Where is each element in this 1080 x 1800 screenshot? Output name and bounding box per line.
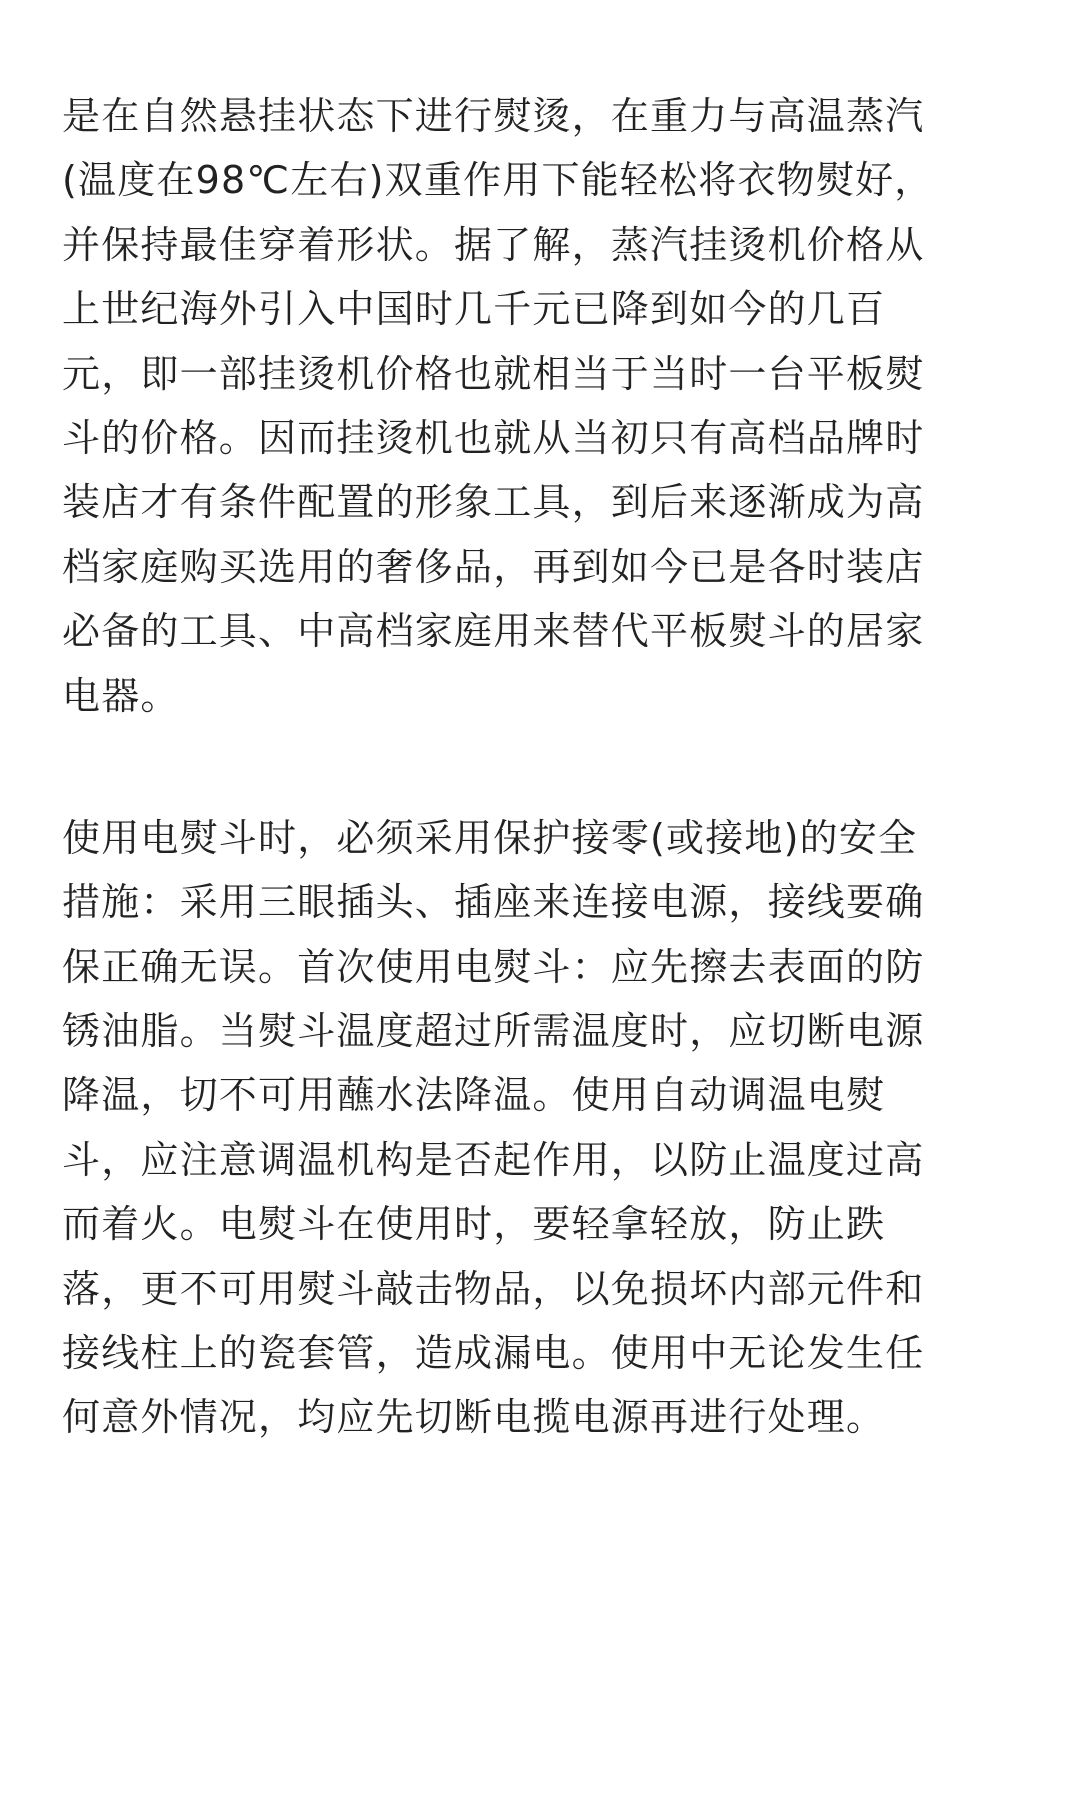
text-line: 而着火。电熨斗在使用时，要轻拿轻放，防止跌	[62, 1202, 886, 1247]
text-line: 是在自然悬挂状态下进行熨烫，在重力与高温蒸汽	[62, 94, 925, 138]
paragraph-steam-iron-history	[62, 84, 1018, 728]
text-line: 锈油脂。当熨斗温度超过所需温度时，应切断电源	[62, 1009, 925, 1054]
text-line: 降温，切不可用蘸水法降温。使用自动调温电熨	[62, 1073, 886, 1118]
text-line: 装店才有条件配置的形象工具，到后来逐渐成为高	[62, 480, 925, 525]
text-line: 斗的价格。因而挂烫机也就从当初只有高档品牌时	[62, 415, 925, 460]
text-line: 必备的工具、中高档家庭用来替代平板熨斗的居家	[62, 609, 925, 654]
text-line: 并保持最佳穿着形状。据了解，蒸汽挂烫机价格从	[62, 222, 925, 267]
text-line: 落，更不可用熨斗敲击物品，以免损坏内部元件和	[62, 1266, 925, 1311]
text-line: 何意外情况，均应先切断电揽电源再进行处理。	[62, 1395, 886, 1440]
text-line: 档家庭购买选用的奢侈品，再到如今已是各时装店	[62, 544, 925, 589]
text-line: 使用电熨斗时，必须采用保护接零(或接地)的安全	[62, 815, 918, 860]
article-body	[62, 84, 1018, 1450]
text-line: 斗，应注意调温机构是否起作用，以防止温度过高	[62, 1137, 925, 1182]
text-line: 措施：采用三眼插头、插座来连接电源，接线要确	[62, 880, 925, 925]
text-line: 接线柱上的瓷套管，造成漏电。使用中无论发生任	[62, 1331, 925, 1376]
text-line: 电器。	[62, 673, 180, 718]
paragraph-iron-safety	[62, 806, 1018, 1450]
text-line: 元，即一部挂烫机价格也就相当于当时一台平板熨	[62, 351, 925, 396]
text-line: 上世纪海外引入中国时几千元已降到如今的几百	[62, 287, 886, 332]
text-line: 保正确无误。首次使用电熨斗：应先擦去表面的防	[62, 944, 925, 989]
text-line: (温度在98℃左右)双重作用下能轻松将衣物熨好，	[62, 158, 934, 203]
